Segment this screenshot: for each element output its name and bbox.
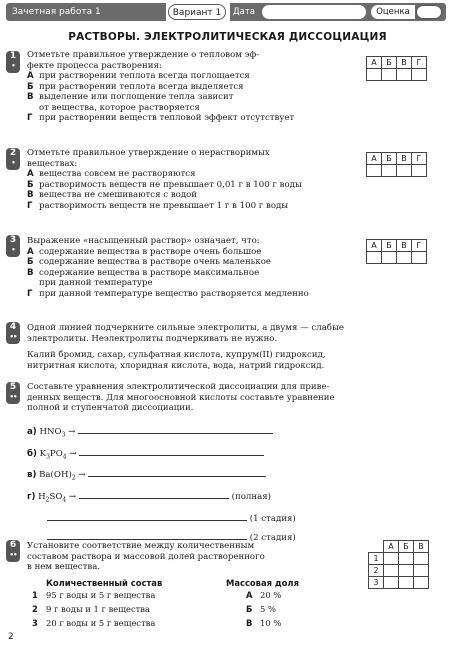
question-4-text: Одной линией подчеркните сильные электролиты, а двумя — слабые электролиты. Неэлектролиты подчеркивать не нужно. Калий бромид, сахар, сульфатная кислота, купрум(II) гидроксид, нитритная кислота, хлоридная кислота, вода, натрий гидроксид. [27, 323, 344, 371]
answer-line[interactable] [79, 489, 229, 499]
header-bar [6, 3, 446, 21]
grade-label: Оценка [371, 5, 415, 19]
equation-d: г) $H_2SO_4$ → (полная) [27, 488, 296, 510]
matching-row: 1 95 г воды и 5 г вещества А 20 % [32, 590, 282, 600]
option-d[interactable]: Г при данной температуре вещество растворяется медленно [27, 288, 309, 299]
question-badge: 5 •• [6, 382, 20, 404]
date-label: Дата [233, 7, 256, 17]
variant-label: Вариант 1 [168, 4, 226, 20]
matching-grid: А Б В 1 2 3 [368, 540, 429, 589]
question-badge: 2 • [6, 148, 20, 170]
page-title: РАСТВОРЫ. ЭЛЕКТРОЛИТИЧЕСКАЯ ДИССОЦИАЦИЯ [68, 31, 387, 43]
option-c[interactable]: В вещества не смешиваются с водой [27, 190, 198, 200]
question-badge: 1 • [6, 51, 20, 73]
option-c[interactable]: В выделение или поглощение тепла зависит [27, 92, 234, 102]
answer-grid-3: А Б В Г [366, 239, 427, 264]
question-badge: 4 •• [6, 322, 20, 344]
page-number: 2 [8, 632, 14, 642]
date-field[interactable] [262, 5, 366, 19]
option-c[interactable]: В содержание вещества в растворе максимальное [27, 267, 260, 278]
equations: а) $HNO_3$ → б) $K_3PO_4$ → в) $Ba(OH)_2$ → г) $H_2SO_4$ → (полная) (1 стадия) (2 стадия) [27, 423, 296, 548]
option-d[interactable]: Г растворимость веществ не превышает 1 г в 100 г воды [27, 200, 289, 211]
electrolyte-list[interactable]: Калий бромид, сахар, сульфатная кислота, купрум(II) гидроксид, [27, 350, 326, 360]
grade-field[interactable] [416, 5, 442, 19]
option-b[interactable]: Б содержание вещества в растворе очень маленькое [27, 257, 271, 267]
question-badge: 3 • [6, 235, 20, 257]
answer-line[interactable] [47, 530, 247, 540]
equation-a: а) $HNO_3$ → [27, 423, 296, 445]
electrolyte-list[interactable]: нитритная кислота, хлоридная кислота, вода, натрий гидроксид. [27, 360, 325, 371]
answer-line[interactable] [79, 446, 264, 456]
option-b[interactable]: Б растворимость веществ не превышает 0,01 г в 100 г воды [27, 179, 302, 190]
option-b[interactable]: Б при растворении теплота всегда выделяется [27, 81, 244, 92]
work-title: Зачетная работа 1 [6, 3, 166, 21]
option-d[interactable]: Г при растворении веществ тепловой эффект отсутствует [27, 113, 295, 123]
question-badge: 6 •• [6, 540, 20, 562]
matching-row: 2 9 г воды и 1 г вещества Б 5 % [32, 604, 276, 614]
question-2-text: Отметьте правильное утверждение о нерастворимых веществах: А вещества совсем не растворяются Б растворимость веществ не превышает 0,01 г в 100 г воды В вещества не смешиваются с водой Г растворимость веществ не превышает 1 г в 100 г воды [27, 148, 302, 211]
answer-line[interactable] [47, 511, 247, 521]
equation-c: в) $Ba(OH)_2$ → [27, 466, 296, 488]
option-a[interactable]: А содержание вещества в растворе очень большое [27, 246, 262, 257]
matching-row: 3 20 г воды и 5 г вещества В 10 % [32, 618, 282, 628]
question-1-text: Отметьте правильное утверждение о тепловом эф- фекте процесса растворения: А при растворении теплота всегда поглощается Б при растворении теплота всегда выделяется В выделение или поглощение тепла зависит от вещества, которое растворяется Г при растворении веществ тепловой эффект отсутствует [27, 50, 295, 123]
answer-line[interactable] [78, 424, 273, 434]
question-3-text: Выражение «насыщенный раствор» означает, что: А содержание вещества в растворе очень большое Б содержание вещества в растворе очень маленькое В содержание вещества в растворе максимальное при данной температуре Г при данной температуре вещество растворяется медленно [27, 236, 309, 299]
option-a[interactable]: А при растворении теплота всегда поглощается [27, 71, 250, 81]
option-a[interactable]: А вещества совсем не растворяются [27, 169, 196, 179]
question-6-text: Установите соответствие между количественным составом раствора и массовой долей растворенного в нем вещества. [27, 541, 265, 572]
question-5-text: Составьте уравнения электролитической диссоциации для приве- денных веществ. Для многоосновной кислоты составьте уравнение полной и ступенчатой диссоциации. [27, 382, 335, 413]
equation-b: б) $K_3PO_4$ → [27, 445, 296, 467]
answer-grid-2: А Б В Г [366, 152, 427, 177]
matching-table: Количественный состав Массовая доля 1 95 г воды и 5 г вещества А 20 % 2 9 г воды и 1 г вещества Б 5 % 3 20 г воды и 5 г вещества В 10 % [32, 577, 302, 631]
answer-grid-1: А Б В Г [366, 56, 427, 81]
answer-line[interactable] [88, 467, 266, 477]
